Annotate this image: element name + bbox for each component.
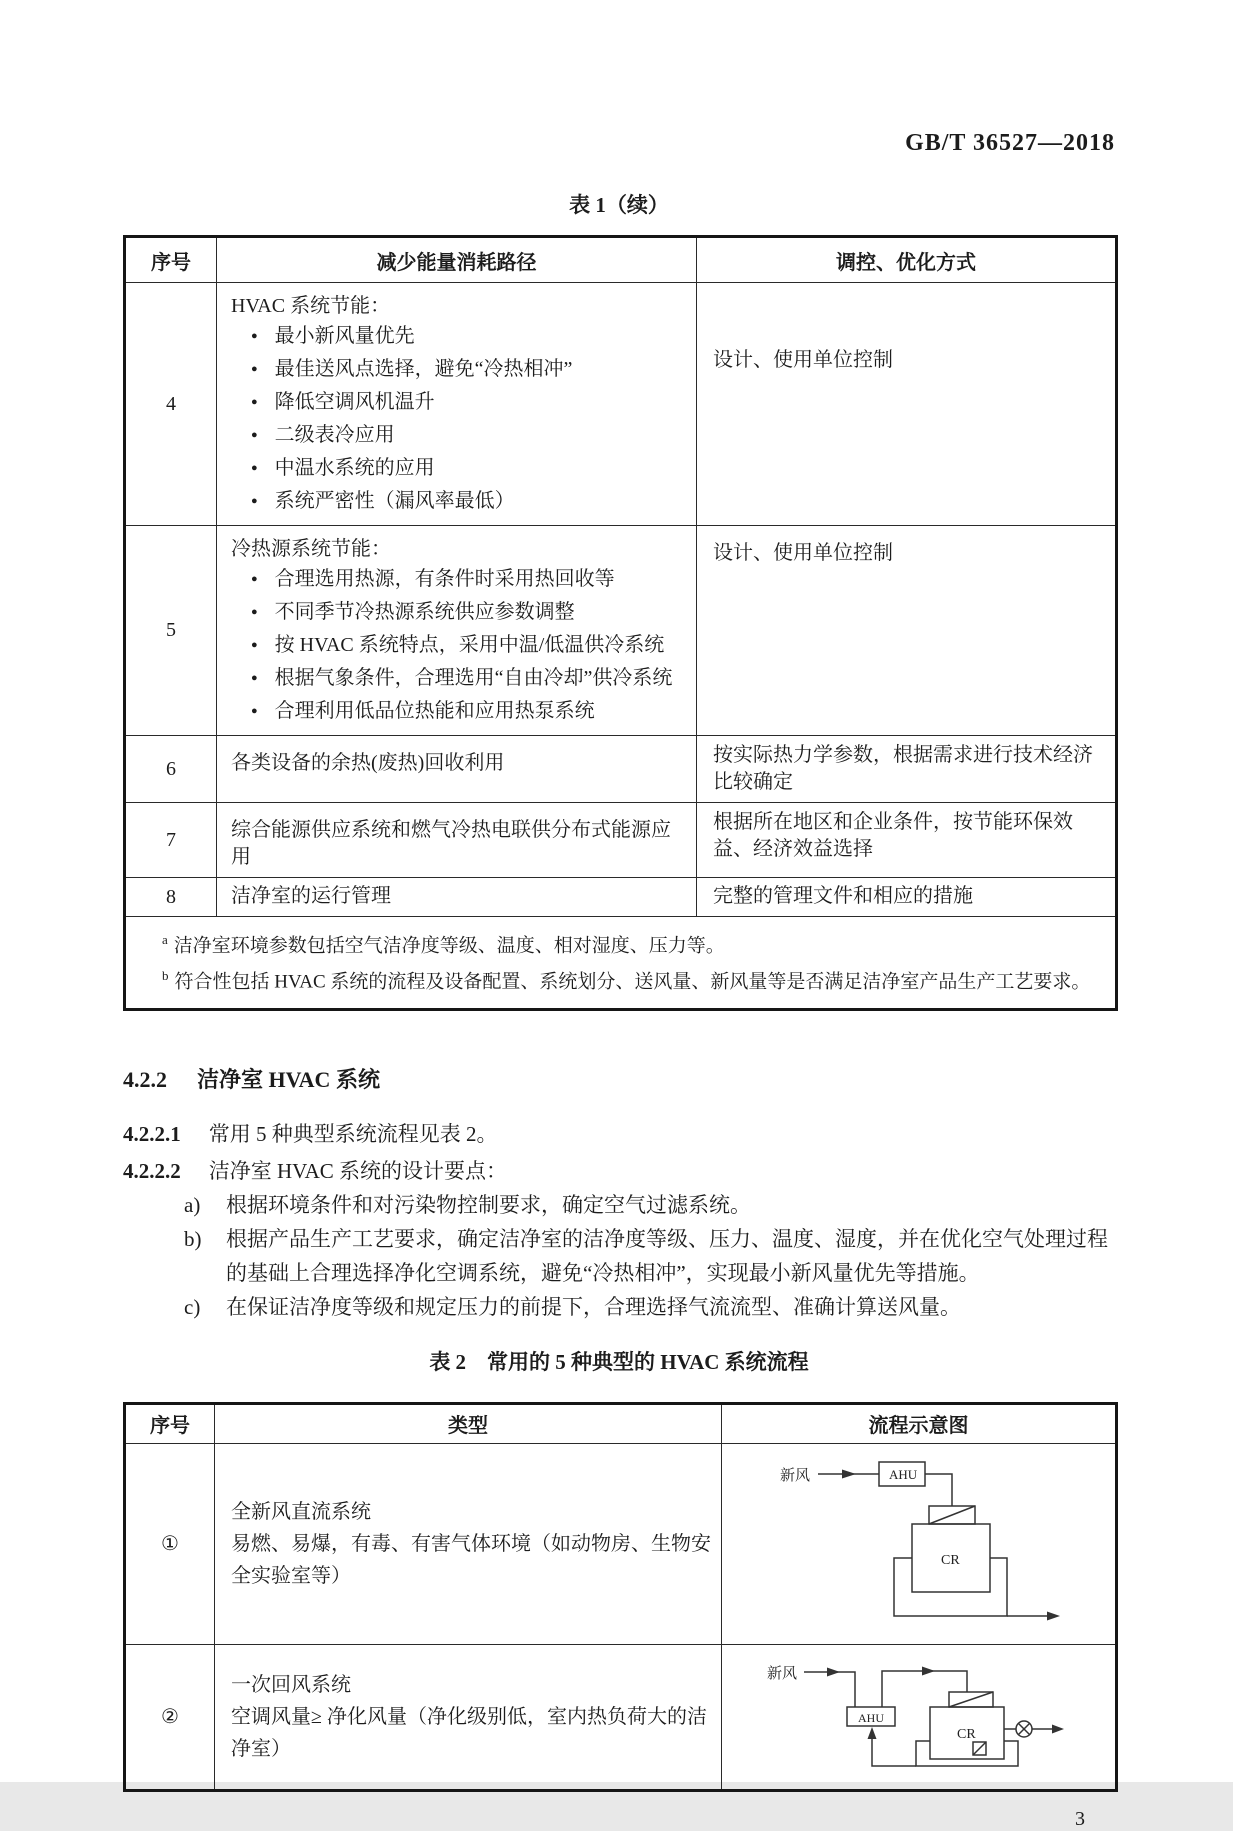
bullet-item: ● 合理利用低品位热能和应用热泵系统 xyxy=(251,696,686,729)
t2-row2-seq: ② xyxy=(125,1644,215,1790)
footnote-b-mark: b xyxy=(162,968,169,984)
t2-row1-type xyxy=(215,1443,722,1644)
row6-seq: 6 xyxy=(125,736,217,803)
system-type-title: 一次回风系统 xyxy=(231,1673,351,1696)
footnote-b-text: 符合性包括 HVAC 系统的流程及设备配置、系统划分、送风量、新风量等是否满足洁净室产品生产工艺要求。 xyxy=(174,971,1091,993)
table1-title: 表 1（续） xyxy=(569,193,669,217)
list-marker: c) xyxy=(184,1294,201,1319)
cleanroom-label: CR xyxy=(941,1552,960,1568)
row8-control: 完整的管理文件和相应的措施 xyxy=(697,878,1117,917)
bullet-item: ● 不同季节冷热源系统供应参数调整 xyxy=(251,597,686,630)
clause-4-2-2-1 xyxy=(123,1118,1115,1151)
bullet-item: ● 最小新风量优先 xyxy=(251,321,686,354)
list-text: 根据产品生产工艺要求，确定洁净室的洁净度等级、压力、温度、湿度，并在优化空气处理过程的基础上合理选择净化空调系统，避免“冷热相冲”，实现最小新风量优先等措施。 xyxy=(226,1226,1108,1285)
bullet-item: ● 合理选用热源，有条件时采用热回收等 xyxy=(251,564,686,597)
table-row xyxy=(125,526,1117,736)
table2 xyxy=(123,1402,1118,1792)
clause-text: 洁净室 HVAC 系统的设计要点： xyxy=(208,1158,508,1183)
standard-number: GB/T 36527—2018 xyxy=(905,130,1115,156)
list-item-b xyxy=(184,1222,1115,1290)
table-row xyxy=(125,283,1117,526)
clause-title: 洁净室 HVAC 系统 xyxy=(197,1066,380,1092)
row8-seq: 8 xyxy=(125,878,217,917)
bullet-item: ● 系统严密性（漏风率最低） xyxy=(251,486,686,519)
flow-diagram-single-return-air xyxy=(722,1651,1117,1783)
table1 xyxy=(123,235,1118,1011)
bullet-item: ● 最佳送风点选择，避免“冷热相冲” xyxy=(251,354,686,387)
table-row xyxy=(125,1443,1117,1644)
ahu-label: AHU xyxy=(858,1710,884,1725)
list-item-c xyxy=(184,1290,1115,1324)
page-number: 3 xyxy=(1075,1807,1085,1830)
table2-header-seq: 序号 xyxy=(125,1403,215,1443)
footnote-a-mark: a xyxy=(162,932,168,947)
list-item-a xyxy=(184,1188,1115,1222)
flow-arrow-icon xyxy=(1052,1724,1064,1733)
t2-row1-diagram xyxy=(722,1443,1117,1644)
bullet-item: ● 降低空调风机温升 xyxy=(251,387,686,420)
table-row xyxy=(125,736,1117,803)
table-row xyxy=(125,803,1117,878)
flow-arrow-icon xyxy=(842,1469,856,1478)
list-text: 根据环境条件和对污染物控制要求，确定空气过滤系统。 xyxy=(226,1192,751,1217)
table2-header-diagram: 流程示意图 xyxy=(722,1403,1117,1443)
cleanroom-label: CR xyxy=(957,1726,976,1742)
table2-title: 表 2 常用的 5 种典型的 HVAC 系统流程 xyxy=(429,1349,809,1374)
t2-row2-type xyxy=(215,1644,722,1790)
bullet-item: ● 按 HVAC 系统特点，采用中温/低温供冷系统 xyxy=(251,630,686,663)
footnote-a-text: 洁净室环境参数包括空气洁净度等级、温度、相对湿度、压力等。 xyxy=(173,935,725,957)
flow-arrow-icon xyxy=(1047,1611,1060,1620)
clause-number: 4.2.2 xyxy=(123,1066,167,1092)
return-plenum-line xyxy=(916,1741,1018,1766)
footnote-b xyxy=(162,961,1101,997)
clause-number: 4.2.2.1 xyxy=(123,1121,181,1146)
list-marker: b) xyxy=(184,1226,202,1251)
table1-footnote-row xyxy=(125,917,1117,1010)
row5-seq: 5 xyxy=(125,526,217,736)
row4-bullet-list xyxy=(231,321,686,519)
flow-diagram-full-fresh-air xyxy=(722,1450,1117,1638)
system-type-desc: 易燃、易爆，有毒、有害气体环境（如动物房、生物安全实验室等） xyxy=(231,1532,711,1587)
table1-footnotes xyxy=(125,917,1117,1010)
table-row xyxy=(125,1644,1117,1790)
row4-path-title: HVAC 系统节能： xyxy=(231,295,391,317)
row6-control: 按实际热力学参数，根据需求进行技术经济比较确定 xyxy=(697,736,1117,803)
flow-arrow-icon xyxy=(922,1666,935,1675)
flow-arrow-icon xyxy=(868,1727,877,1739)
table2-header-type: 类型 xyxy=(215,1403,722,1443)
fresh-air-label: 新风 xyxy=(780,1467,811,1484)
t2-row1-seq: ① xyxy=(125,1443,215,1644)
bullet-item: ● 中温水系统的应用 xyxy=(251,453,686,486)
row7-path: 综合能源供应系统和燃气冷热电联供分布式能源应用 xyxy=(217,803,697,878)
row8-path: 洁净室的运行管理 xyxy=(217,878,697,917)
list-marker: a) xyxy=(184,1192,201,1217)
table-row xyxy=(125,878,1117,917)
row7-control: 根据所在地区和企业条件，按节能环保效益、经济效益选择 xyxy=(697,803,1117,878)
row5-path xyxy=(217,526,697,736)
system-type-title: 全新风直流系统 xyxy=(231,1500,371,1523)
clause-text: 常用 5 种典型系统流程见表 2。 xyxy=(208,1121,498,1146)
flow-arrow-icon xyxy=(827,1667,840,1676)
row5-path-title: 冷热源系统节能： xyxy=(231,538,391,560)
row7-seq: 7 xyxy=(125,803,217,878)
list-text: 在保证洁净度等级和规定压力的前提下，合理选择气流流型、准确计算送风量。 xyxy=(226,1294,961,1319)
table2-header-row xyxy=(125,1403,1117,1443)
return-duct-line xyxy=(872,1731,916,1766)
row6-path: 各类设备的余热(废热)回收利用 xyxy=(217,736,697,803)
bullet-item: ● 二级表冷应用 xyxy=(251,420,686,453)
ahu-label: AHU xyxy=(889,1466,918,1482)
t2-row2-diagram xyxy=(722,1644,1117,1790)
row5-control: 设计、使用单位控制 xyxy=(697,526,1117,736)
row5-bullet-list xyxy=(231,564,686,729)
clause-4-2-2-2 xyxy=(123,1155,1115,1188)
table1-header-path: 减少能量消耗路径 xyxy=(217,237,697,283)
system-type-desc: 空调风量≥ 净化风量（净化级别低，室内热负荷大的洁净室） xyxy=(231,1705,707,1760)
row4-path xyxy=(217,283,697,526)
section-heading-4-2-2 xyxy=(123,1063,1115,1094)
table1-header-row xyxy=(125,237,1117,283)
table1-header-control: 调控、优化方式 xyxy=(697,237,1117,283)
clause-number: 4.2.2.2 xyxy=(123,1158,181,1183)
fresh-air-label: 新风 xyxy=(767,1665,798,1682)
row4-seq: 4 xyxy=(125,283,217,526)
bullet-item: ● 根据气象条件，合理选用“自由冷却”供冷系统 xyxy=(251,663,686,696)
row4-control: 设计、使用单位控制 xyxy=(697,283,1117,526)
table1-header-seq: 序号 xyxy=(125,237,217,283)
footnote-a xyxy=(162,925,1101,961)
